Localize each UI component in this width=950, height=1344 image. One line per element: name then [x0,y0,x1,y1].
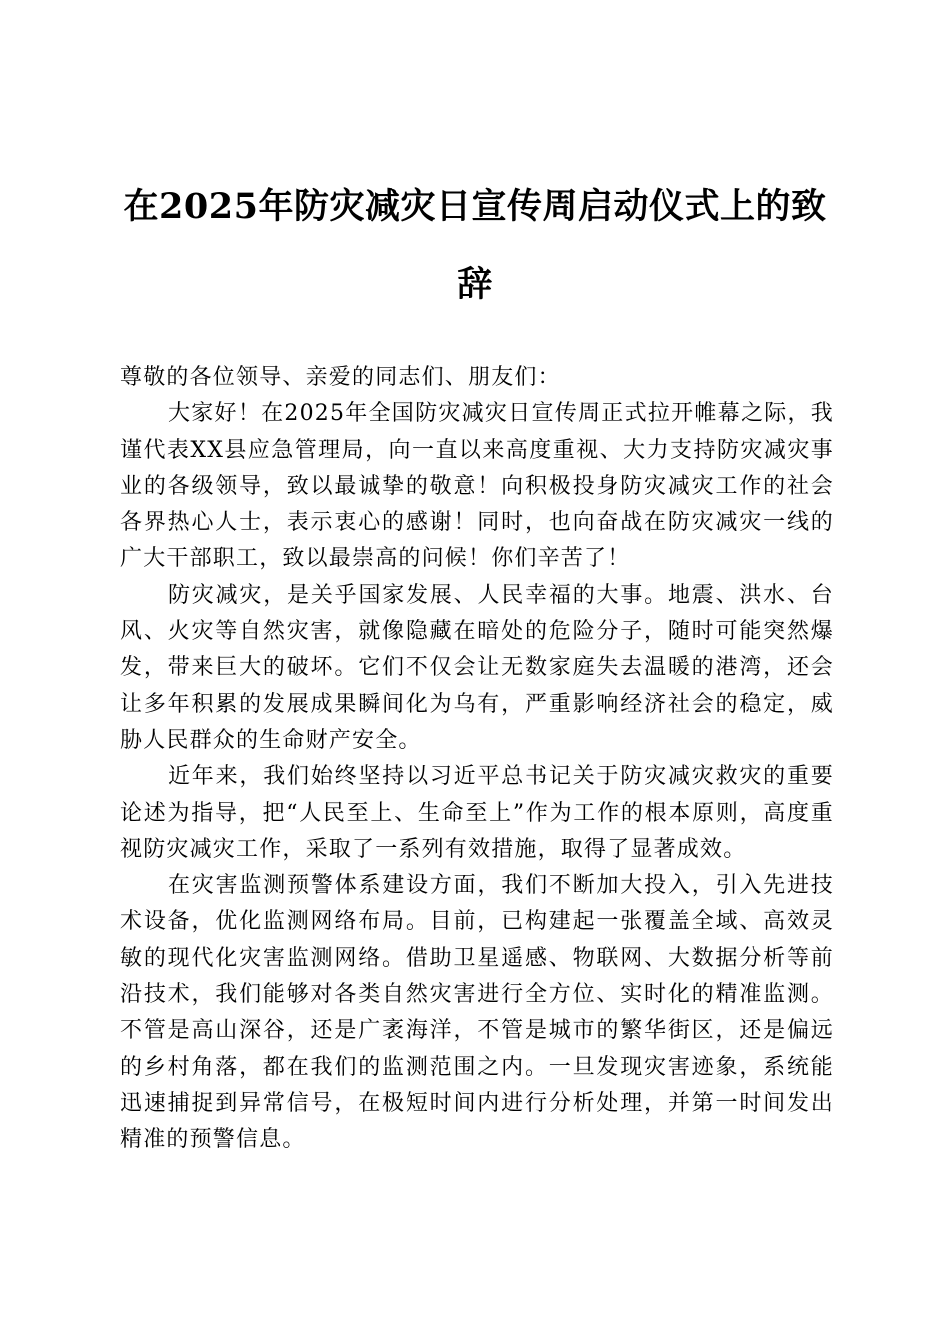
paragraph: 大家好！在2025年全国防灾减灾日宣传周正式拉开帷幕之际，我谨代表XX县应急管理局，向一直以来高度重视、大力支持防灾减灾事业的各级领导，致以最诚挚的敬意！向积极投身防灾减灾工作的社会各界热心人士，表示衷心的感谢！同时，也向奋战在防灾减灾一线的广大干部职工，致以最崇高的问候！你们辛苦了！ [120,401,834,572]
document-body [120,360,834,1159]
paragraph: 防灾减灾，是关乎国家发展、人民幸福的大事。地震、洪水、台风、火灾等自然灾害，就像隐藏在暗处的危险分子，随时可能突然爆发，带来巨大的破坏。它们不仅会让无数家庭失去温暖的港湾，还会让多年积累的发展成果瞬间化为乌有，严重影响经济社会的稳定，威胁人民群众的生命财产安全。 [120,582,834,753]
document-title: 在2025年防灾减灾日宣传周启动仪式上的致辞 [123,186,827,305]
paragraph: 近年来，我们始终坚持以习近平总书记关于防灾减灾救灾的重要论述为指导，把“人民至上、生命至上”作为工作的根本原则，高度重视防灾减灾工作，采取了一系列有效措施，取得了显著成效。 [120,764,834,862]
paragraph: 在灾害监测预警体系建设方面，我们不断加大投入，引入先进技术设备，优化监测网络布局。目前，已构建起一张覆盖全域、高效灵敏的现代化灾害监测网络。借助卫星遥感、物联网、大数据分析等前沿技术，我们能够对各类自然灾害进行全方位、实时化的精准监测。不管是高山深谷，还是广袤海洋，不管是城市的繁华街区，还是偏远的乡村角落，都在我们的监测范围之内。一旦发现灾害迹象，系统能迅速捕捉到异常信号，在极短时间内进行分析处理，并第一时间发出精准的预警信息。 [120,873,834,1153]
salutation: 尊敬的各位领导、亲爱的同志们、朋友们： [120,365,561,390]
